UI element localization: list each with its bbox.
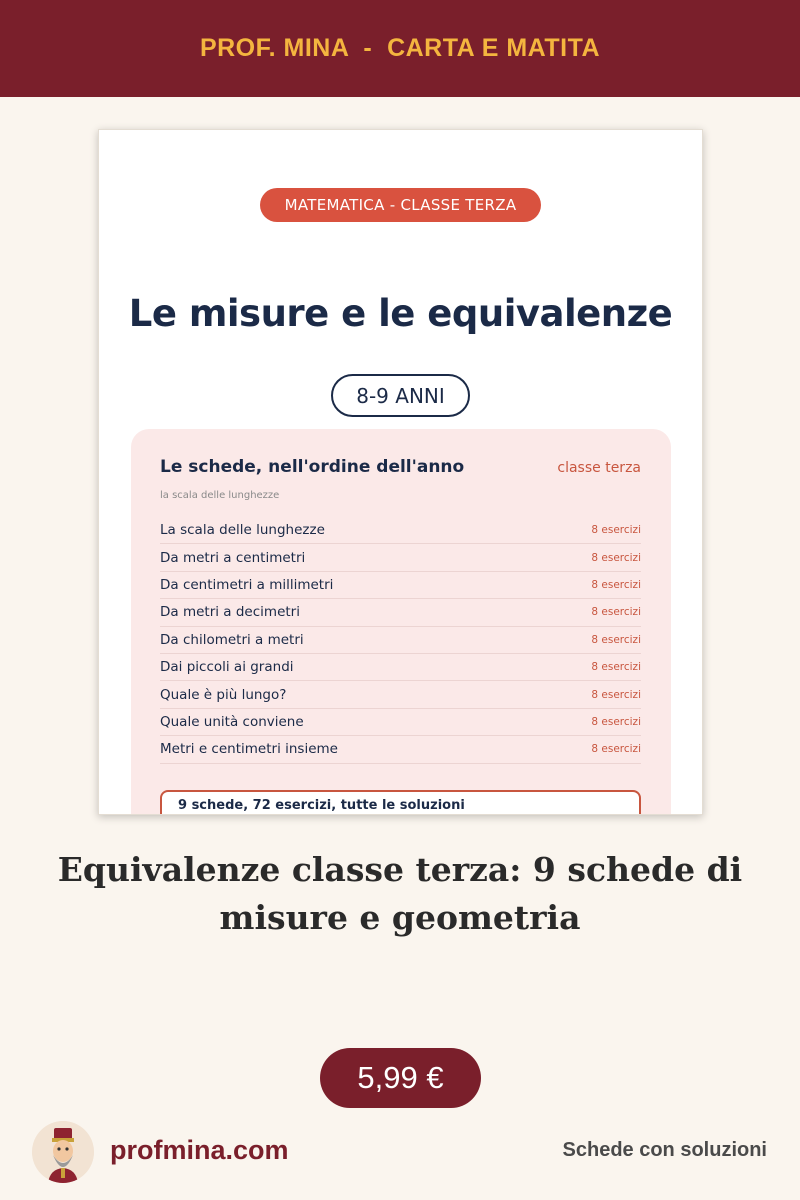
list-item-count: 8 esercizi [591, 688, 641, 701]
list-item [160, 627, 641, 654]
panel-subtitle: la scala delle lunghezze [160, 490, 280, 501]
product-title[interactable] [40, 846, 760, 942]
list-item [160, 544, 641, 571]
product-preview-image[interactable] [98, 129, 703, 815]
preview-title: Le misure e le equivalenze [128, 292, 673, 335]
list-item-title: Dai piccoli ai grandi [160, 659, 294, 676]
worksheet-list [160, 517, 641, 764]
list-item-title: Da chilometri a metri [160, 631, 304, 648]
subject-badge: MATEMATICA - CLASSE TERZA [260, 188, 541, 222]
list-item-title: Da centimetri a millimetri [160, 576, 334, 593]
product-title-line2: misure e geometria [219, 898, 581, 937]
summary-box [160, 790, 641, 815]
list-item-title: Metri e centimetri insieme [160, 741, 338, 758]
list-item [160, 709, 641, 736]
worksheet-list-panel [131, 429, 671, 815]
panel-heading: Le schede, nell'ordine dell'anno [160, 457, 465, 477]
list-item-count: 8 esercizi [591, 633, 641, 646]
list-item-title: Quale unità conviene [160, 713, 304, 730]
banner-text: PROF. MINA - CARTA E MATITA [199, 34, 601, 62]
teacher-avatar-icon [32, 1121, 94, 1183]
summary-text: 9 schede, 72 esercizi, tutte le soluzioni [178, 798, 465, 813]
list-item-count: 8 esercizi [591, 661, 641, 674]
list-item-title: La scala delle lunghezze [160, 522, 325, 539]
list-item-title: Da metri a decimetri [160, 604, 300, 621]
list-item-count: 8 esercizi [591, 578, 641, 591]
list-item-count: 8 esercizi [591, 715, 641, 728]
list-item-count: 8 esercizi [591, 743, 641, 756]
footer-note: Schede con soluzioni [562, 1139, 767, 1161]
list-item-count: 8 esercizi [591, 524, 641, 537]
list-item [160, 599, 641, 626]
list-item-count: 8 esercizi [591, 606, 641, 619]
site-link[interactable]: profmina.com [110, 1135, 289, 1165]
list-item-count: 8 esercizi [591, 551, 641, 564]
top-banner [0, 0, 800, 97]
age-badge: 8-9 ANNI [331, 374, 470, 417]
list-item [160, 517, 641, 544]
list-item [160, 654, 641, 681]
list-item [160, 736, 641, 763]
price-badge[interactable]: 5,99 € [320, 1048, 481, 1108]
list-item [160, 681, 641, 708]
list-item-title: Da metri a centimetri [160, 549, 306, 566]
list-item [160, 572, 641, 599]
panel-tag: classe terza [557, 460, 641, 476]
list-item-title: Quale è più lungo? [160, 686, 287, 703]
product-title-line1: Equivalenze classe terza: 9 schede di [57, 850, 743, 889]
